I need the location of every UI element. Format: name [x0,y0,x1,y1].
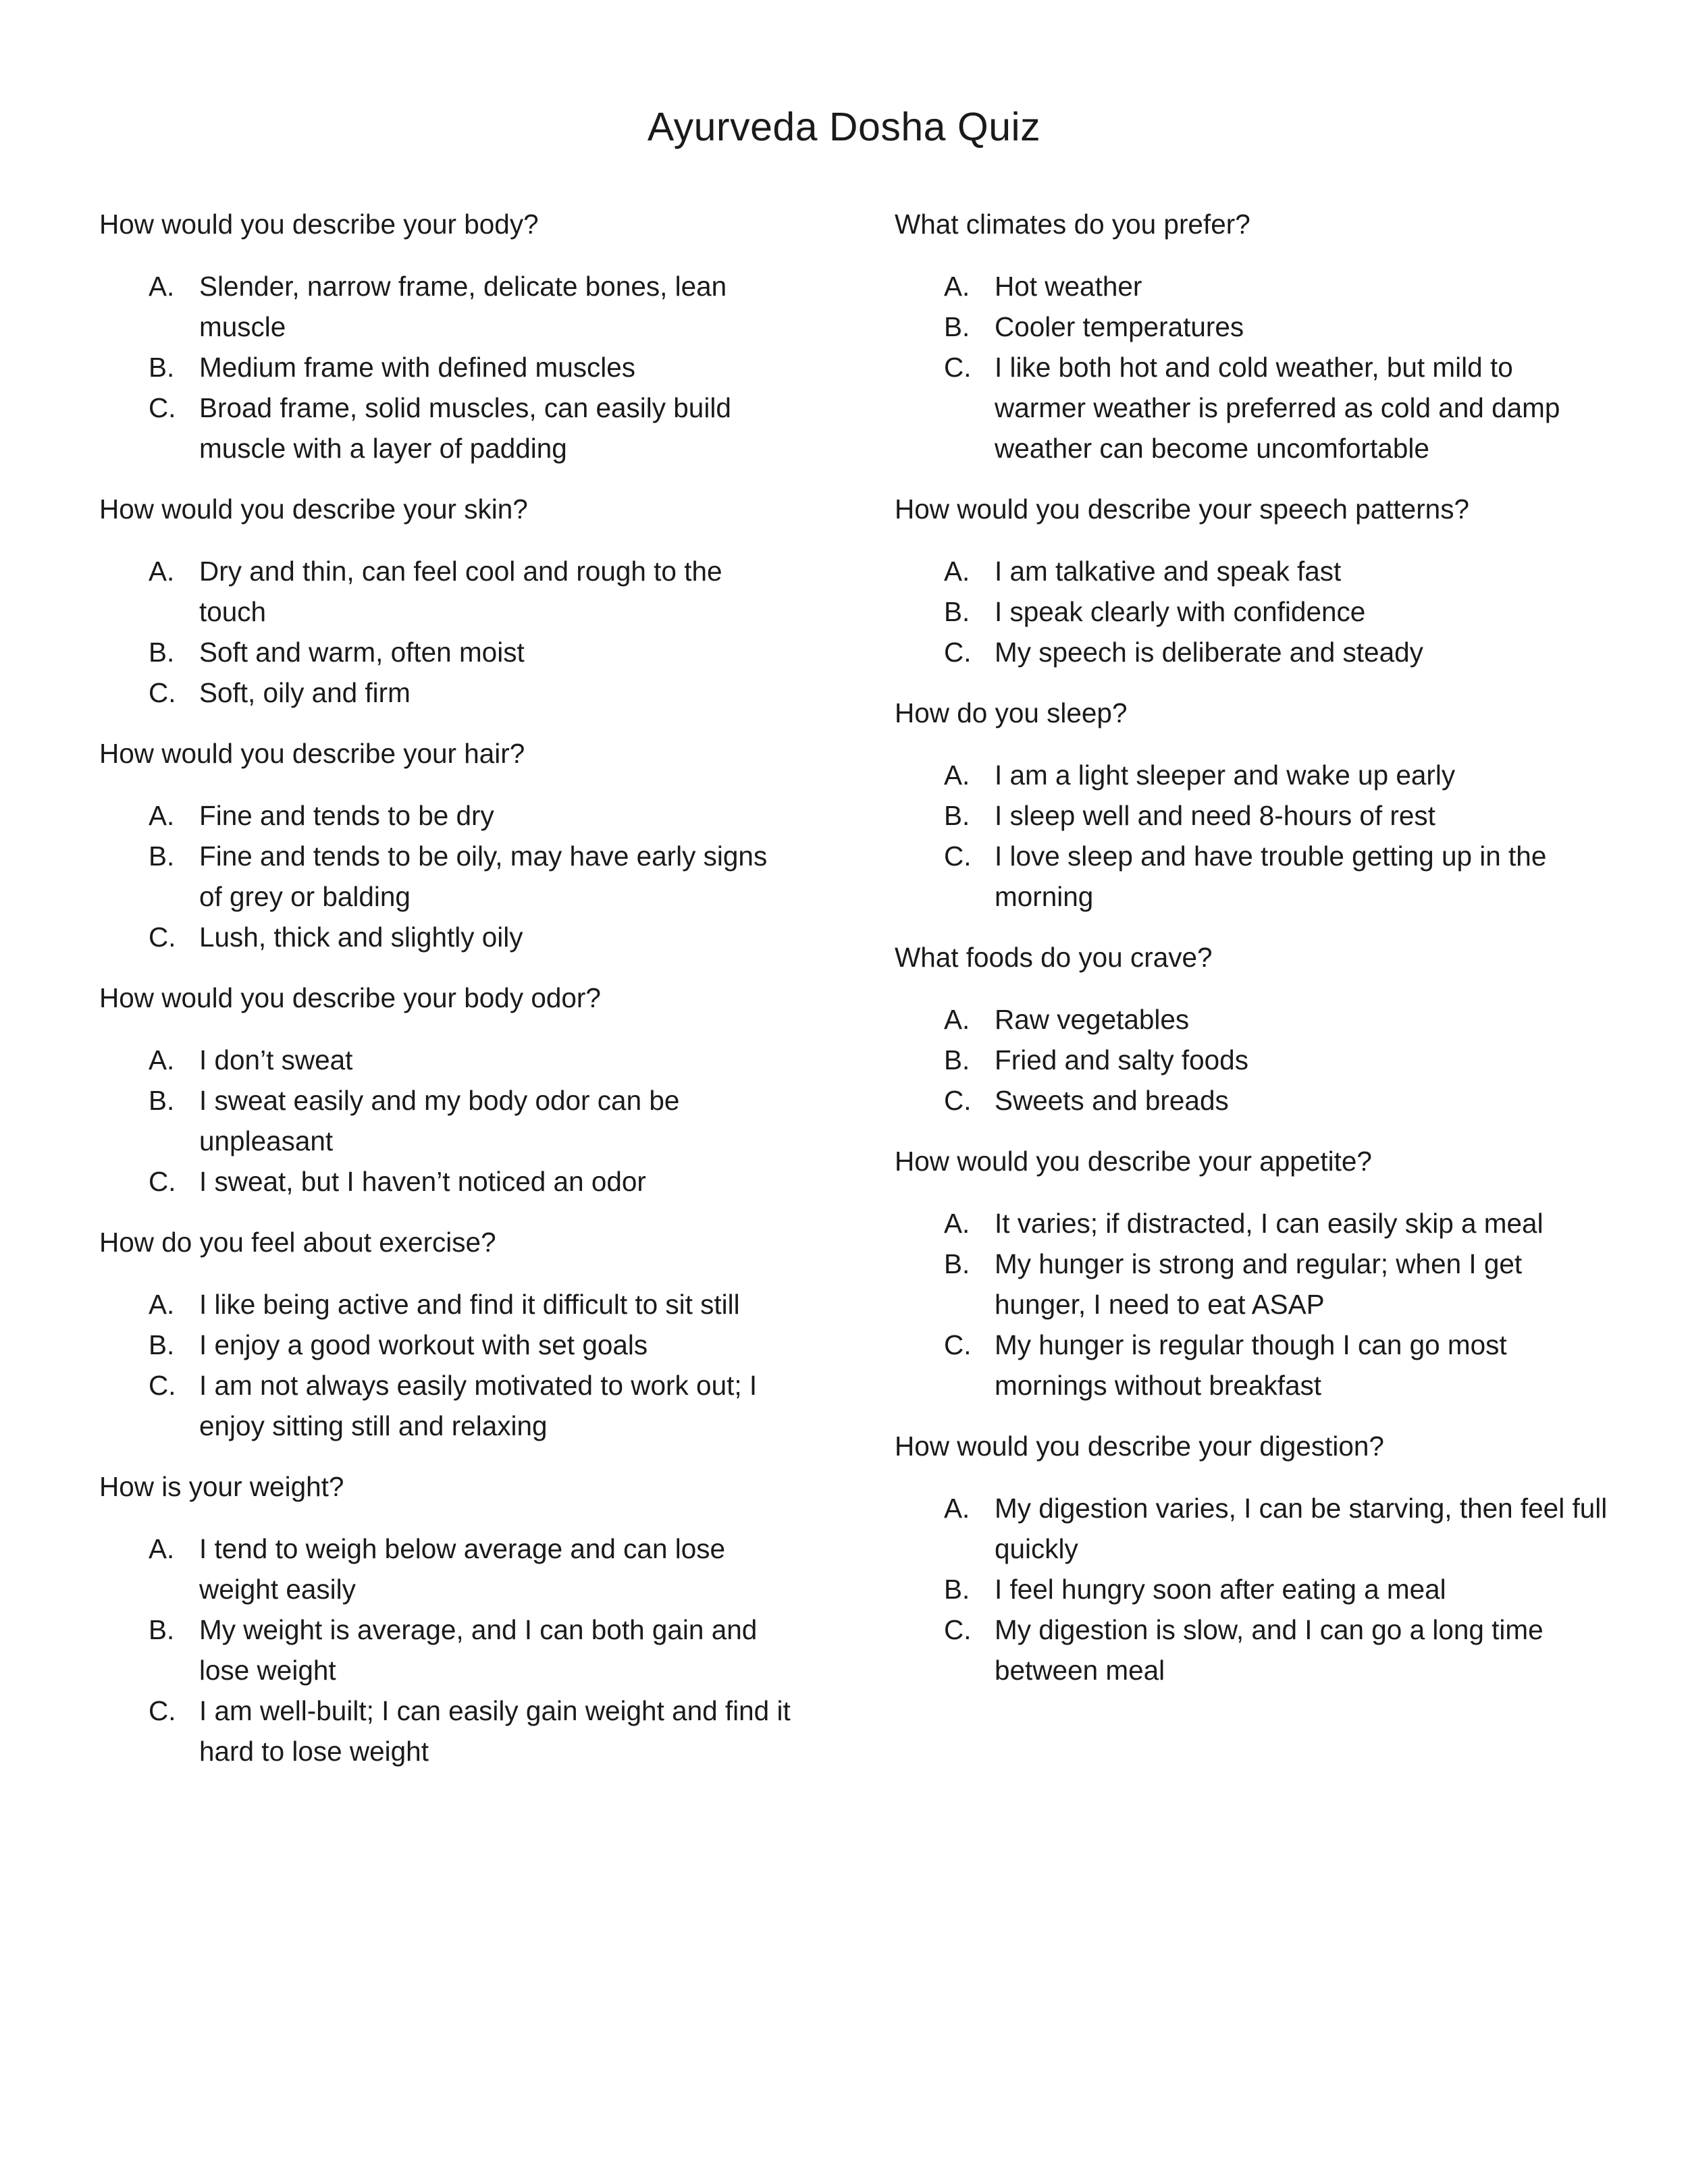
option-letter: B. [944,1248,970,1279]
answer-options-list [99,266,795,469]
option-text: Medium frame with defined muscles [199,352,636,383]
answer-option [99,917,795,957]
answer-options-list [895,1203,1610,1406]
option-text: I speak clearly with confidence [995,596,1366,627]
answer-options-list [99,551,795,713]
answer-option [895,591,1610,632]
answer-option [895,1325,1610,1406]
option-letter: B. [149,637,175,668]
quiz-question [895,204,1610,469]
question-text: How would you describe your skin? [99,494,528,525]
answer-option [99,632,795,672]
option-letter: C. [149,1166,176,1197]
option-text: I am not always easily motivated to work out; I enjoy sitting still and relaxing [199,1370,758,1441]
answer-option [99,1040,795,1080]
quiz-question [895,937,1610,1121]
option-text: I tend to weigh below average and can lose weight easily [199,1533,726,1605]
quiz-question [99,489,795,713]
answer-option [895,755,1610,795]
option-letter: B. [944,1574,970,1605]
option-letter: A. [944,271,970,302]
option-text: Sweets and breads [995,1085,1229,1116]
quiz-question [99,978,795,1202]
page-title: Ayurveda Dosha Quiz [647,105,1041,149]
option-letter: A. [149,1289,175,1320]
option-letter: A. [149,1533,175,1564]
answer-option [99,1365,795,1446]
option-text: I sweat easily and my body odor can be unpleasant [199,1085,680,1156]
answer-options-list [895,551,1610,672]
option-text: I sweat, but I haven’t noticed an odor [199,1166,646,1197]
question-text: What climates do you prefer? [895,209,1250,240]
question-text: How do you sleep? [895,697,1128,728]
option-letter: B. [149,1085,175,1116]
question-text: What foods do you crave? [895,942,1213,973]
option-text: I feel hungry soon after eating a meal [995,1574,1446,1605]
answer-options-list [99,1284,795,1446]
option-letter: C. [944,637,972,668]
option-text: My hunger is regular though I can go most mornings without breakfast [995,1329,1507,1401]
option-letter: B. [944,311,970,342]
answer-option [895,1488,1610,1569]
option-text: I sleep well and need 8-hours of rest [995,800,1435,831]
option-text: I like being active and find it difficult to sit still [199,1289,740,1320]
option-letter: B. [944,1044,970,1075]
option-text: I love sleep and have trouble getting up in the morning [995,841,1547,912]
answer-options-list [99,1528,795,1772]
answer-option [99,672,795,713]
option-letter: C. [944,1085,972,1116]
answer-option [895,632,1610,672]
answer-options-list [99,1040,795,1202]
question-text: How would you describe your appetite? [895,1146,1372,1177]
answer-option [99,1325,795,1365]
option-text: I don’t sweat [199,1044,353,1075]
question-text: How would you describe your body odor? [99,982,601,1013]
answer-option [99,1528,795,1609]
answer-options-list [99,795,795,957]
answer-option [99,1161,795,1202]
answer-option [895,307,1610,347]
answer-option [99,836,795,917]
answer-option [895,1569,1610,1609]
option-letter: B. [944,596,970,627]
answer-option [895,836,1610,917]
option-letter: B. [149,1614,175,1645]
answer-option [99,1080,795,1161]
quiz-question [895,1426,1610,1690]
option-letter: B. [149,841,175,872]
quiz-question [895,1141,1610,1406]
option-letter: A. [944,1208,970,1239]
option-text: I am well-built; I can easily gain weight and find it hard to lose weight [199,1695,791,1767]
answer-option [895,266,1610,307]
answer-options-list [895,755,1610,917]
answer-option [99,266,795,347]
option-text: Hot weather [995,271,1142,302]
option-letter: B. [944,800,970,831]
option-letter: C. [149,392,176,423]
option-text: Fine and tends to be dry [199,800,494,831]
option-text: Dry and thin, can feel cool and rough to the touch [199,556,722,627]
answer-option [895,999,1610,1040]
option-letter: A. [944,556,970,587]
answer-option [99,551,795,632]
option-text: My speech is deliberate and steady [995,637,1423,668]
option-text: Fine and tends to be oily, may have early signs of grey or balding [199,841,768,912]
option-letter: B. [149,352,175,383]
quiz-question [99,204,795,469]
answer-option [895,1609,1610,1690]
quiz-question [99,733,795,957]
option-text: Broad frame, solid muscles, can easily build muscle with a layer of padding [199,392,731,464]
option-text: Lush, thick and slightly oily [199,922,523,953]
option-letter: A. [149,1044,175,1075]
quiz-question [895,489,1610,672]
question-text: How would you describe your body? [99,209,539,240]
option-text: Fried and salty foods [995,1044,1248,1075]
answer-option [895,795,1610,836]
option-text: Cooler temperatures [995,311,1244,342]
option-letter: C. [149,677,176,708]
option-letter: A. [944,1493,970,1524]
option-text: Soft and warm, often moist [199,637,525,668]
answer-options-list [895,1488,1610,1690]
option-letter: C. [944,1614,972,1645]
option-letter: C. [944,352,972,383]
option-text: I am talkative and speak fast [995,556,1342,587]
option-letter: A. [149,556,175,587]
quiz-question [99,1466,795,1772]
question-text: How is your weight? [99,1471,344,1502]
option-letter: C. [944,1329,972,1360]
option-letter: A. [944,1004,970,1035]
answer-option [895,551,1610,591]
option-text: My weight is average, and I can both gain and lose weight [199,1614,758,1686]
answer-options-list [895,999,1610,1121]
option-text: Raw vegetables [995,1004,1190,1035]
option-text: My digestion varies, I can be starving, then feel full quickly [995,1493,1608,1564]
option-text: Soft, oily and firm [199,677,411,708]
answer-option [895,1040,1610,1080]
option-letter: C. [944,841,972,872]
option-text: My hunger is strong and regular; when I get hunger, I need to eat ASAP [995,1248,1523,1320]
question-text: How do you feel about exercise? [99,1227,496,1258]
right-question-column [895,204,1610,1711]
answer-option [99,1690,795,1772]
answer-option [895,1244,1610,1325]
answer-option [99,347,795,388]
option-letter: B. [149,1329,175,1360]
option-text: I am a light sleeper and wake up early [995,760,1456,791]
answer-option [99,795,795,836]
option-text: It varies; if distracted, I can easily skip a meal [995,1208,1544,1239]
quiz-question [99,1222,795,1446]
answer-options-list [895,266,1610,469]
option-letter: C. [149,922,176,953]
answer-option [99,1609,795,1690]
question-text: How would you describe your speech patterns? [895,494,1469,525]
answer-option [895,1203,1610,1244]
option-letter: A. [149,800,175,831]
answer-option [895,1080,1610,1121]
question-text: How would you describe your hair? [99,738,525,769]
option-text: Slender, narrow frame, delicate bones, lean muscle [199,271,727,342]
option-text: I enjoy a good workout with set goals [199,1329,648,1360]
left-question-column [99,204,795,1792]
option-text: I like both hot and cold weather, but mild to warmer weather is preferred as cold and damp weather can become uncomfortable [995,352,1560,464]
answer-option [99,1284,795,1325]
option-letter: A. [944,760,970,791]
option-letter: C. [149,1695,176,1726]
option-text: My digestion is slow, and I can go a long time between meal [995,1614,1544,1686]
answer-option [895,347,1610,469]
quiz-question [895,693,1610,917]
question-text: How would you describe your digestion? [895,1431,1384,1462]
option-letter: A. [149,271,175,302]
answer-option [99,388,795,469]
option-letter: C. [149,1370,176,1401]
